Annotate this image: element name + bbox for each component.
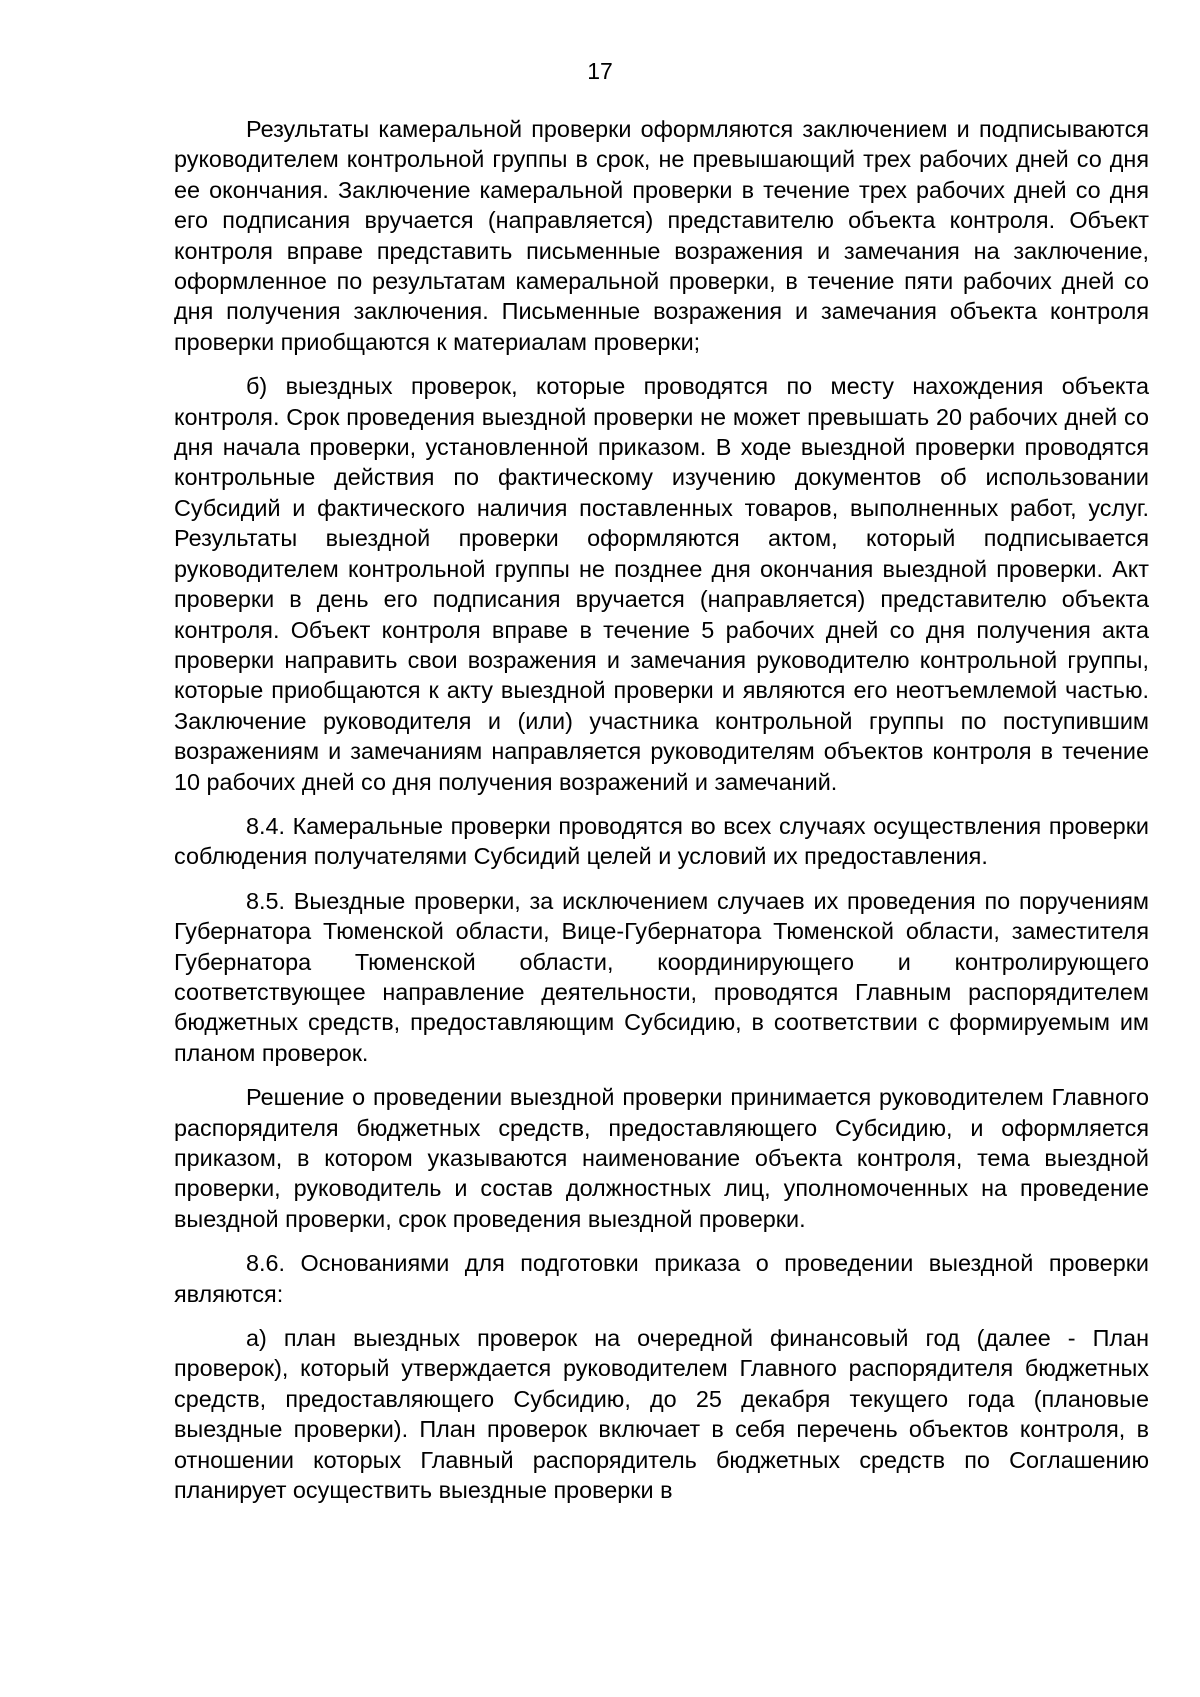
paragraph-audit-plan: а) план выездных проверок на очередной финансовый год (далее - План проверок), который утверждается руководителем Главного распорядителя бюджетных средств, предоставляющего Субсидию, до 25 декабря текущего года (плановые выездные проверки). План проверок включает в себя перечень объектов контроля, в отношении которых Главный распорядитель бюджетных средств по Соглашению планирует осуществить выездные проверки в (174, 1325, 1149, 1504)
paragraph-desk-audit-results: Результаты камеральной проверки оформляются заключением и подписываются руководителем контрольной группы в срок, не превышающий трех рабочих дней со дня ее окончания. Заключение камеральной проверки в течение трех рабочих дней со дня его подписания вручается (направляется) представителю объекта контроля. Объект контроля вправе представить письменные возражения и замечания на заключение, оформленное по результатам камеральной проверки, в течение пяти рабочих дней со дня получения заключения. Письменные возражения и замечания объекта контроля проверки приобщаются к материалам проверки; (174, 116, 1149, 355)
paragraph-8-5: 8.5. Выездные проверки, за исключением случаев их проведения по поручениям Губернатора Тюменской области, Вице-Губернатора Тюменской области, заместителя Губернатора Тюменской области, координирующего и контролирующего соответствующее направление деятельности, проводятся Главным распорядителем бюджетных средств, предоставляющим Субсидию, в соответствии с формируемым им планом проверок. (174, 887, 1149, 1066)
document-body (174, 114, 1149, 1519)
paragraph-onsite-audit-decision: Решение о проведении выездной проверки принимается руководителем Главного распорядителя бюджетных средств, предоставляющего Субсидию, и оформляется приказом, в котором указываются наименование объекта контроля, тема выездной проверки, руководитель и состав должностных лиц, уполномоченных на проведение выездной проверки, срок проведения выездной проверки. (174, 1084, 1149, 1232)
paragraph-8-6: 8.6. Основаниями для подготовки приказа о проведении выездной проверки являются: (174, 1250, 1149, 1307)
paragraph-8-4: 8.4. Камеральные проверки проводятся во всех случаях осуществления проверки соблюдения получателями Субсидий целей и условий их предоставления. (174, 812, 1149, 870)
page-number: 17 (587, 58, 613, 84)
paragraph-onsite-audits: б) выездных проверок, которые проводятся по месту нахождения объекта контроля. Срок проведения выездной проверки не может превышать 20 рабочих дней со дня начала проверки, установленной приказом. В ходе выездной проверки проводятся контрольные действия по фактическому изучению документов об использовании Субсидий и фактического наличия поставленных товаров, выполненных работ, услуг. Результаты выездной проверки оформляются актом, который подписывается руководителем контрольной группы не позднее дня окончания выездной проверки. Акт проверки в день его подписания вручается (направляется) представителю объекта контроля. Объект контроля вправе в течение 5 рабочих дней со дня получения акта проверки направить свои возражения и замечания руководителю контрольной группы, которые приобщаются к акту выездной проверки и являются его неотъемлемой частью. Заключение руководителя и (или) участника контрольной группы по поступившим возражениям и замечаниям направляется руководителям объектов контроля в течение 10 рабочих дней со дня получения возражений и замечаний. (174, 373, 1149, 795)
